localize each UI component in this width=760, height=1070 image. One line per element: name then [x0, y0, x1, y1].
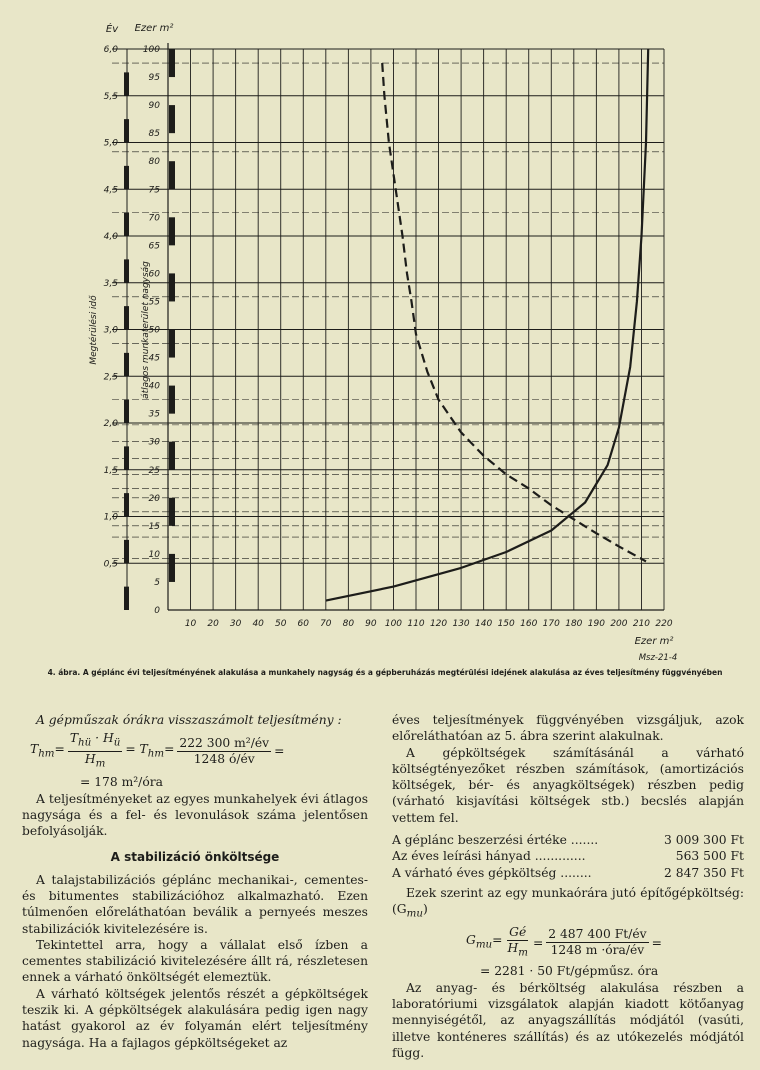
paragraph: A gépköltségek számításánál a várható költségtényezőket részben számítások, (amortizációs költségek, bér- és anyagköltségek) részben pedig (várható kisjavítási költségek stb.) becslés alapján vettem fel. [392, 745, 744, 825]
right-axis-bar [169, 554, 175, 582]
x-tick-label: 20 [207, 619, 219, 629]
formula-gmu: $G_{mu}=$ $\frac{Gé}{H_m}$ = $\frac{2 487 400 Ft/év}{\text{1248 m ·óra/év}}$ = [466, 925, 662, 959]
right-axis-label: Ezer m² [134, 23, 174, 34]
left-axis-bar [124, 119, 129, 142]
right-tick-label: 25 [148, 465, 160, 476]
right-axis-bar [169, 105, 175, 133]
x-tick-label: 210 [632, 619, 651, 629]
formula-result: = 178 m²/óra [80, 775, 163, 790]
right-tick-label: 35 [148, 409, 160, 420]
left-tick-label: 4,5 [103, 185, 118, 196]
x-tick-label: 190 [587, 619, 605, 629]
left-axis-bar [124, 493, 129, 516]
left-axis-bar [124, 72, 129, 95]
x-tick-label: 30 [229, 619, 242, 629]
left-tick-label: 6,0 [103, 45, 118, 55]
right-axis-bar [169, 498, 175, 526]
left-tick-label: 4,0 [103, 232, 118, 242]
chart-curves [326, 49, 648, 601]
x-tick-label: 150 [497, 619, 515, 629]
paragraph: éves teljesítmények függvényében vizsgáljuk, azok előreláthatóan az 5. ábra szerint alakulnak. [392, 713, 744, 744]
paragraph: A várható költségek jelentős részét a gépköltségek teszik ki. A gépköltségek alakulására pedig igen nagy hatást gyakorol az év folyamán elért teljesítmény nagysága. Ha a fajlagos gépköltségeket az [22, 986, 368, 1050]
left-tick-label: 5,0 [103, 138, 118, 149]
right-tick-label: 10 [148, 549, 160, 560]
right-tick-label: 45 [148, 353, 160, 364]
paragraph: Az anyag- és bérköltség alakulása részben a laboratóriumi vizsgálatok alapján kiadott kötőanyag mennyiségétől, az anyagszállítás módjától (vasúti, illetve konténeres szállítás) és az utókezelés módjától függ. [392, 980, 744, 1060]
paragraph: Tekintettel arra, hogy a vállalat első ízben a cementes stabilizáció kivitelezésére állt rá, részletesen ennek a várható önköltségét elemeztük. [22, 937, 368, 985]
right-tick-label: 80 [148, 157, 160, 168]
right-tick-label: 65 [148, 241, 160, 252]
left-axis-bar [124, 306, 129, 329]
x-axis-label: Ezer m² [634, 636, 674, 647]
left-column [22, 712, 368, 1051]
x-tick-label: 220 [655, 619, 673, 629]
right-axis-bar [169, 442, 175, 470]
x-tick-label: 100 [384, 619, 403, 629]
right-axis-bar [169, 386, 175, 414]
x-tick-label: 140 [475, 619, 493, 629]
paragraph: A teljesítményeket az egyes munkahelyek évi átlagos nagysága és a fel- és levonulások száma jelentősen befolyásolják. [22, 791, 368, 839]
area-curve [326, 49, 648, 601]
left-axis-bar [124, 587, 129, 610]
left-axis-bar [124, 259, 129, 282]
right-axis-title: átlagos munkaterület nagyság [141, 261, 151, 399]
left-tick-label: 1,5 [103, 465, 118, 476]
left-axis-label: Év [105, 24, 119, 35]
x-tick-label: 50 [275, 619, 287, 629]
paragraph: Ezek szerint az egy munkaórára jutó építőgépköltség: $(G_{mu})$ [392, 885, 744, 920]
right-tick-label: 70 [148, 213, 160, 224]
right-axis-bar [169, 161, 175, 189]
right-tick-label: 20 [148, 493, 160, 504]
x-tick-label: 40 [252, 619, 264, 629]
right-tick-label: 5 [154, 577, 160, 588]
x-tick-label: 130 [452, 619, 470, 629]
right-tick-label: 60 [148, 269, 160, 280]
paragraph: A gépműszak órákra visszaszámolt teljesítmény : [36, 713, 342, 727]
x-tick-label: 110 [407, 619, 425, 629]
paragraph: A talajstabilizációs géplánc mechanikai-, cementes- és bitumentes stabilizációhoz alkalmazható. Ezen túlmenően előreláthatóan beválik a pernyeés meszes stabilizációk kivitelezésére is. [22, 872, 368, 936]
x-tick-label: 90 [365, 619, 377, 629]
left-axis-bar [124, 166, 129, 189]
right-tick-label: 40 [148, 381, 160, 392]
left-tick-label: 2,5 [103, 372, 118, 383]
left-tick-label: 1,0 [103, 512, 118, 523]
left-tick-label: 0,5 [103, 559, 118, 570]
left-axis-bar [124, 353, 129, 376]
right-tick-label: 85 [148, 129, 160, 140]
right-tick-label: 95 [148, 73, 160, 84]
x-tick-label: 170 [542, 619, 560, 629]
right-axis-bar [169, 330, 175, 358]
right-axis-bar [169, 273, 175, 301]
left-axis-bar [124, 446, 129, 469]
x-tick-label: 80 [342, 619, 355, 629]
formula-result: = 2281 · 50 Ft/gépműsz. óra [480, 964, 659, 979]
right-tick-label: 50 [148, 325, 160, 336]
x-tick-label: 10 [184, 619, 197, 629]
left-tick-label: 3,0 [103, 325, 118, 336]
right-axis-bar [169, 217, 175, 245]
cost-row: A géplánc beszerzési értéke ....... 3 009 300 Ft [392, 833, 744, 848]
left-axis-bar [124, 400, 129, 423]
left-axis-title: Megtérülési idő [89, 295, 99, 365]
left-tick-label: 3,5 [103, 278, 118, 289]
x-tick-label: 120 [429, 619, 448, 629]
right-axis-bar [169, 49, 175, 77]
x-tick-label: 70 [320, 619, 332, 629]
payback-curve [382, 63, 646, 561]
left-tick-label: 5,5 [103, 91, 118, 102]
right-tick-label: 100 [142, 45, 160, 55]
x-tick-label: 60 [297, 619, 309, 629]
cost-row: Az éves leírási hányad ............. 563 500 Ft [392, 849, 744, 864]
right-tick-label: 0 [154, 606, 160, 616]
chart-labels [88, 22, 677, 663]
left-tick-label: 2,0 [103, 419, 118, 429]
x-tick-label: 180 [565, 619, 583, 629]
right-tick-label: 15 [148, 521, 160, 532]
left-axis-bar [124, 540, 129, 563]
section-heading: A stabilizáció önköltsége [110, 850, 280, 865]
right-tick-label: 55 [148, 297, 160, 308]
right-tick-label: 75 [148, 185, 160, 196]
right-column [392, 712, 744, 1061]
right-tick-label: 90 [148, 101, 160, 112]
x-tick-label: 160 [520, 619, 538, 629]
figure-caption: 4. ábra. A géplánc évi teljesítményének alakulása a munkahely nagyság és a gépberuházás megtérülési idejének alakulása az éves teljesítmény függvényében [47, 668, 723, 677]
figure-ref: Msz-21-4 [638, 653, 678, 663]
right-tick-label: 30 [148, 437, 160, 448]
left-axis-bar [124, 213, 129, 236]
x-tick-label: 200 [610, 619, 628, 629]
cost-row: A várható éves gépköltség ........ 2 847 350 Ft [392, 865, 744, 880]
formula-thm: $T_{hm}=$ $\frac{T_{hü} \cdot H_ü}{H_m}$ = $T_{hm}=$ $\frac{\text{222 300 m²/év}}{1248 ó/év}$ = [30, 731, 285, 770]
